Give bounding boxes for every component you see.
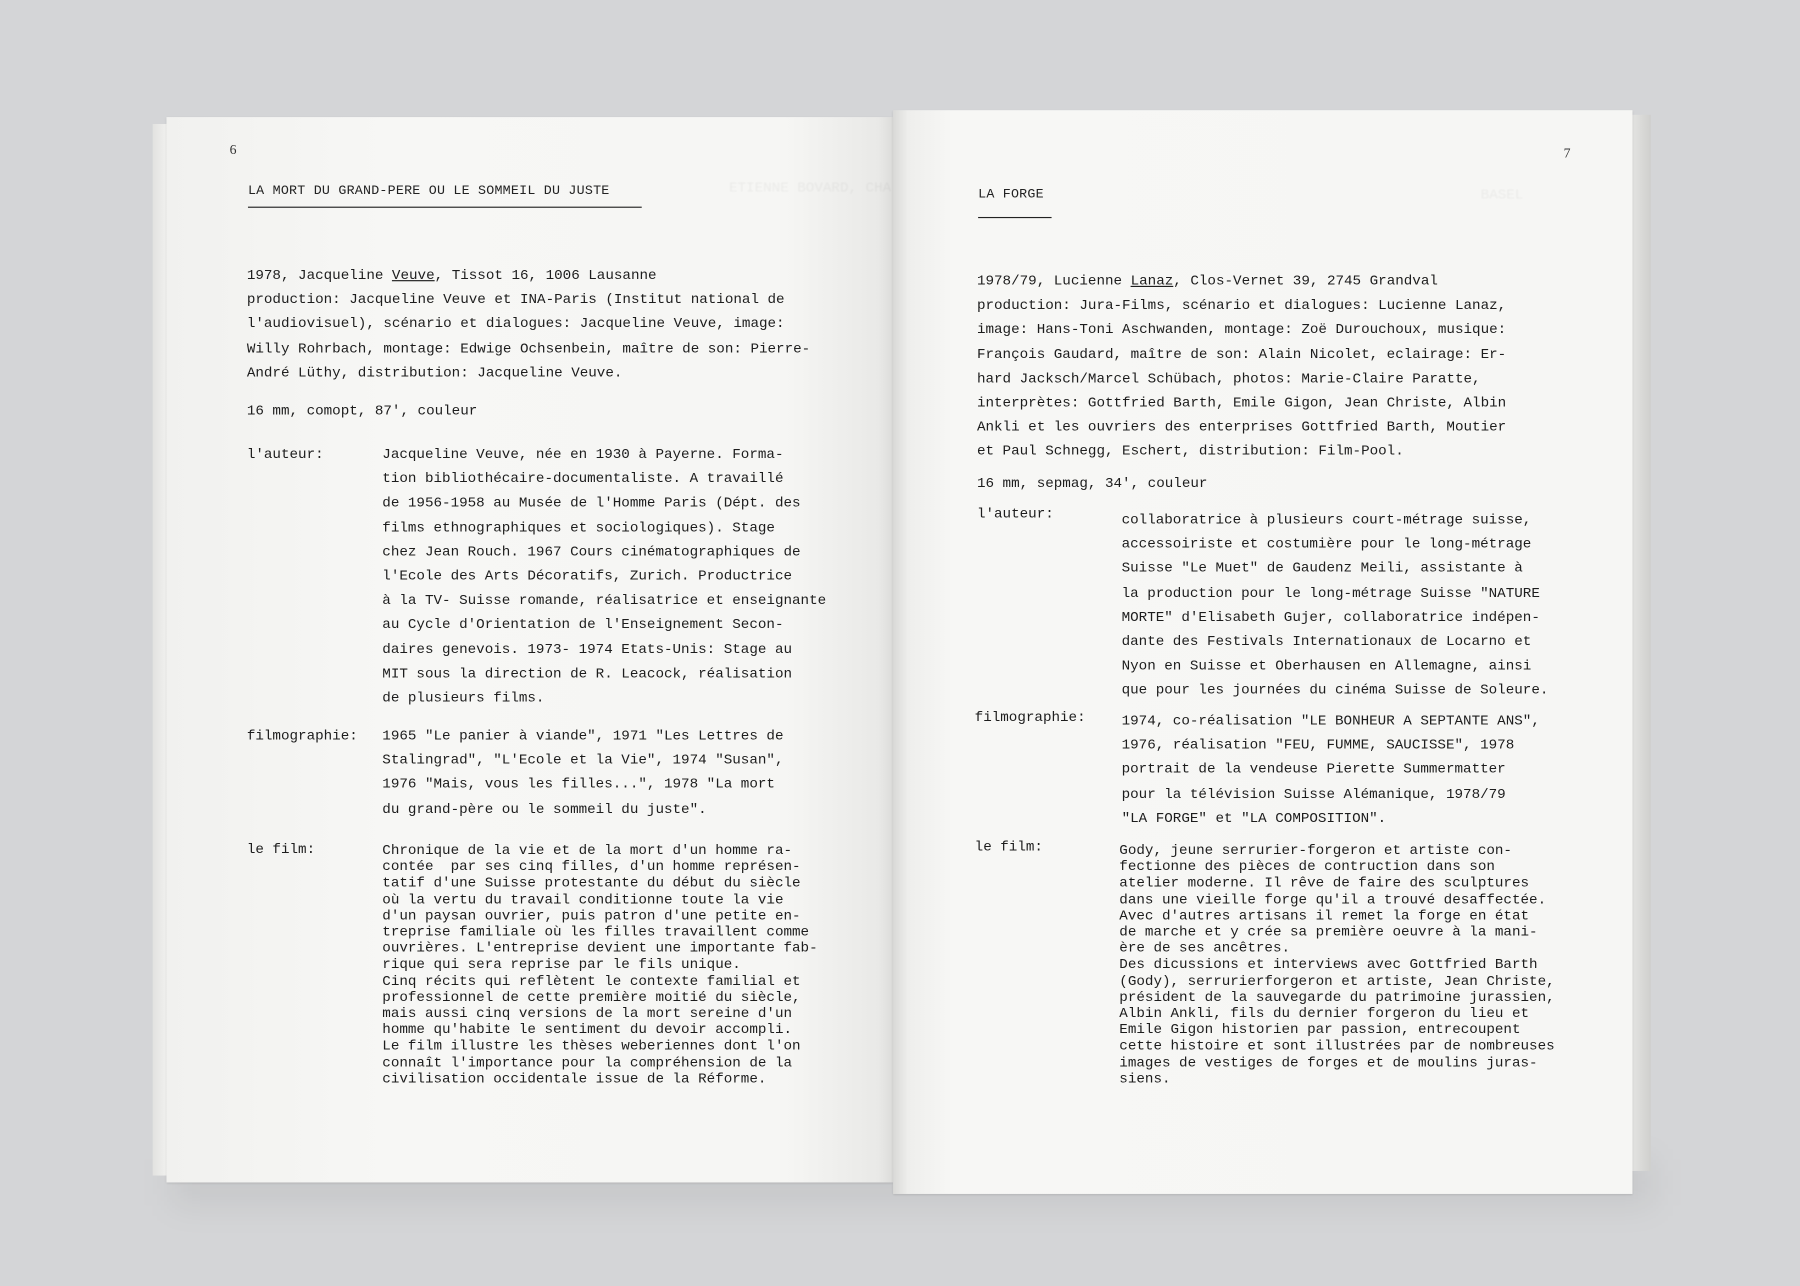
film-label: le film: [246,841,316,858]
page-title: LA MORT DU GRAND-PERE OU LE SOMMEIL DU JUSTE [247,183,610,199]
page-number: 7 [1563,144,1571,161]
film-format: 16 mm, sepmag, 34', couleur [976,475,1208,492]
title-underline [978,217,1051,218]
credits-paragraph: 1978, Jacqueline Veuve, Tissot 16, 1006 Lausanne production: Jacqueline Veuve et INA-Paris (Institut national de l'audiovisuel), scénario et dialogues: Jacqueline Veuve, image: Willy Rohrbach, montage: Edwige Ochsenbein, maître de son: Pierre- André Lüthy, distribution: Jacqueline Veuve. [246,267,811,381]
left-page [166,117,893,1182]
author-label: l'auteur: [976,506,1054,523]
film-synopsis: Chronique de la vie et de la mort d'un homme ra- contée par ses cinq filles, d'un homme représen- tatif d'une Suisse protestante du début du siècle où la vertu du travail conditionne toute la vie d'un paysan ouvrier, puis patron d'une petite en- treprise familiale où les filles travaillent comme ouvrières. L'entreprise devient une importante fab- rique qui sera reprise par le fils unique. Cinq récits qui reflètent le contexte familial et professionnel de cette première moitié du siècle, mais aussi cinq versions de la mort sereine d'un homme qu'habite le sentiment du devoir accompli. Le film illustre les thèses weberiennes dont l'on connaît l'importance pour la compréhension de la civilisation occidentale issue de la Réforme. [382,842,818,1087]
page-number: 6 [229,141,237,158]
author-bio: collaboratrice à plusieurs court-métrage suisse, accessoiriste et costumière pour le long-métrage Suisse "Le Muet" de Gaudenz Meili, assistante à la production pour le long-métrage Suisse "NATURE MORTE" d'Elisabeth Gujer, collaboratrice indépen- dante des Festivals Internationaux de Locarno et Nyon en Suisse et Oberhausen en Allemagne, ainsi que pour les journées du cinéma Suisse de Soleure. [1121,512,1549,699]
filmography-label: filmographie: [246,727,358,744]
bleed-through-text: BASEL [1053,187,1524,204]
author-label: l'auteur: [246,446,324,463]
filmography-text: 1974, co-réalisation "LE BONHEUR A SEPTANTE ANS", 1976, réalisation "FEU, FUMME, SAUCISSE", 1978 portrait de la vendeuse Pierette Summermatter pour la télévision Suisse Alémanique, 1978/79 "LA FORGE" et "LA COMPOSITION". [1121,712,1540,827]
bleed-through-text: ETIENNE BOVARD, CHA [728,180,892,197]
film-format: 16 mm, comopt, 87', couleur [246,402,478,420]
director-name: Veuve [391,267,435,284]
author-bio: Jacqueline Veuve, née en 1930 à Payerne. Forma- tion bibliothécaire-documentaliste. A travaillé de 1956-1958 au Musée de l'Homme Paris (Dépt. des films ethnographiques et sociologiques). Stage chez Jean Rouch. 1967 Cours cinématographiques de l'Ecole des Arts Décoratifs, Zurich. Productrice à la TV- Suisse romande, réalisatrice et enseignante au Cycle d'Orientation de l'Enseignement Secon- daires genevois. 1973- 1974 Etats-Unis: Stage au MIT sous la direction de R. Leacock, réalisation de plusieurs films. [382,446,827,707]
right-page-edge [1630,115,1651,1171]
filmography-text: 1965 "Le panier à viande", 1971 "Les Lettres de Stalingrad", "L'Ecole et la Vie", 1974 "Susan", 1976 "Mais, vous les filles...", 1978 "La mort du grand-père ou le sommeil du juste". [382,727,784,817]
filmography-label: filmographie: [974,709,1086,726]
film-label: le film: [974,839,1043,856]
right-page [893,110,1632,1194]
page-title: LA FORGE [978,187,1044,203]
title-underline [248,207,642,208]
film-synopsis: Gody, jeune serrurier-forgeron et artiste con- fectionne des pièces de contruction dans son atelier moderne. Il rêve de faire des sculptures dans une vieille forge qu'il a trouvé desaffectée. Avec d'autres artisans il remet la forge en état de marche et y crée sa première oeuvre à la mani- ère de ses ancêtres. Des dicussions et interviews avec Gottfried Barth (Gody), serrurierforgeron et artiste, Jean Christe, président de la sauvegarde du patrimoine jurassien, Albin Ankli, fils du dernier forgeron du lieu et Emile Gigon historien par passion, entrecoupent cette histoire et sont illustrées par de nombreuses images de vestiges de forges et de moulins juras- siens. [1119,842,1555,1087]
credits-paragraph: 1978/79, Lucienne Lanaz, Clos-Vernet 39, 2745 Grandval production: Jura-Films, scénario et dialogues: Lucienne Lanaz, image: Hans-Toni Aschwanden, montage: Zoë Durouchoux, musique: François Gaudard, maître de son: Alain Nicolet, eclairage: Er- hard Jacksch/Marcel Schübach, photos: Marie-Claire Paratte, interprètes: Gottfried Barth, Emile Gigon, Jean Christe, Albin Ankli et les ouvriers des enterprises Gottfried Barth, Moutier et Paul Schnegg, Eschert, distribution: Film-Pool. [976,273,1507,460]
director-name: Lanaz [1130,273,1174,290]
